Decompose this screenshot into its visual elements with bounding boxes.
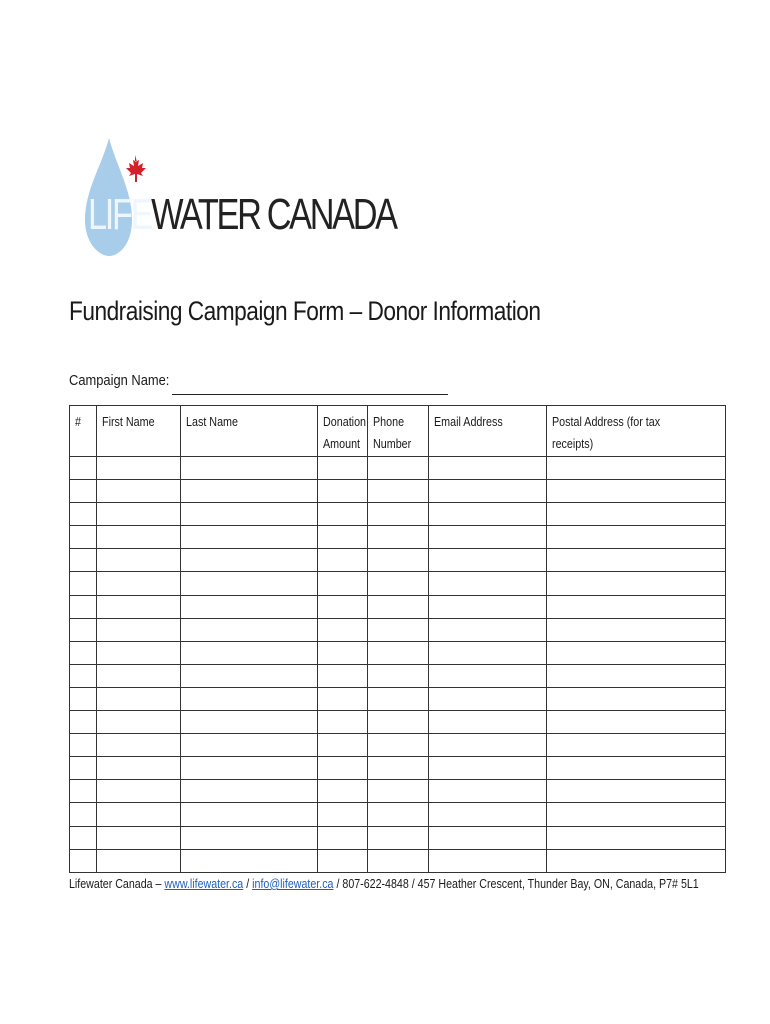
table-cell[interactable] xyxy=(368,687,429,710)
table-cell[interactable] xyxy=(97,480,181,503)
table-cell[interactable] xyxy=(97,757,181,780)
col-header-email-address: Email Address xyxy=(429,406,547,457)
table-row xyxy=(70,826,726,849)
table-cell[interactable] xyxy=(547,526,726,549)
table-cell[interactable] xyxy=(429,457,547,480)
table-cell[interactable] xyxy=(70,664,97,687)
table-row xyxy=(70,549,726,572)
table-cell[interactable] xyxy=(97,803,181,826)
table-cell[interactable] xyxy=(318,549,368,572)
table-cell[interactable] xyxy=(97,595,181,618)
table-cell[interactable] xyxy=(429,480,547,503)
table-cell[interactable] xyxy=(70,572,97,595)
table-cell[interactable] xyxy=(547,734,726,757)
col-header-number: # xyxy=(70,406,97,457)
table-cell[interactable] xyxy=(368,849,429,872)
logo-word-water-canada: WATER CANADA xyxy=(151,190,396,239)
table-cell[interactable] xyxy=(70,734,97,757)
table-cell[interactable] xyxy=(429,664,547,687)
table-cell[interactable] xyxy=(429,618,547,641)
table-cell[interactable] xyxy=(70,618,97,641)
logo-word-life: LIFE xyxy=(88,190,152,239)
table-cell[interactable] xyxy=(368,641,429,664)
table-cell[interactable] xyxy=(70,849,97,872)
logo-text xyxy=(88,190,396,239)
table-row xyxy=(70,711,726,734)
table-row xyxy=(70,526,726,549)
table-cell[interactable] xyxy=(70,803,97,826)
table-cell[interactable] xyxy=(368,711,429,734)
table-cell[interactable] xyxy=(547,572,726,595)
table-cell[interactable] xyxy=(70,687,97,710)
table-row xyxy=(70,480,726,503)
table-cell[interactable] xyxy=(181,849,318,872)
footer-sep: / xyxy=(246,876,250,891)
table-cell[interactable] xyxy=(368,803,429,826)
table-row xyxy=(70,849,726,872)
table-cell[interactable] xyxy=(318,803,368,826)
table-cell[interactable] xyxy=(70,457,97,480)
table-cell[interactable] xyxy=(97,687,181,710)
campaign-name-label: Campaign Name: xyxy=(69,372,170,389)
table-cell[interactable] xyxy=(547,757,726,780)
table-cell[interactable] xyxy=(70,595,97,618)
table-cell[interactable] xyxy=(70,641,97,664)
table-cell[interactable] xyxy=(181,641,318,664)
table-cell[interactable] xyxy=(181,503,318,526)
table-cell[interactable] xyxy=(70,780,97,803)
table-cell[interactable] xyxy=(368,549,429,572)
table-cell[interactable] xyxy=(368,757,429,780)
table-cell[interactable] xyxy=(318,711,368,734)
col-header-last-name: Last Name xyxy=(181,406,318,457)
table-row xyxy=(70,457,726,480)
col-header-first-name: First Name xyxy=(97,406,181,457)
table-cell[interactable] xyxy=(318,664,368,687)
campaign-name-field[interactable] xyxy=(172,394,448,395)
table-cell[interactable] xyxy=(181,780,318,803)
table-cell[interactable] xyxy=(318,526,368,549)
table-cell[interactable] xyxy=(368,480,429,503)
table-cell[interactable] xyxy=(181,595,318,618)
table-cell[interactable] xyxy=(429,711,547,734)
table-cell[interactable] xyxy=(97,849,181,872)
footer-org: Lifewater Canada – xyxy=(69,876,162,891)
table-cell[interactable] xyxy=(547,803,726,826)
table-cell[interactable] xyxy=(97,549,181,572)
table-cell[interactable] xyxy=(318,595,368,618)
table-cell[interactable] xyxy=(97,664,181,687)
table-cell[interactable] xyxy=(429,826,547,849)
table-row xyxy=(70,687,726,710)
table-cell[interactable] xyxy=(97,572,181,595)
table-cell[interactable] xyxy=(547,711,726,734)
table-cell[interactable] xyxy=(368,664,429,687)
lifewater-logo xyxy=(82,135,396,260)
table-cell[interactable] xyxy=(429,641,547,664)
table-cell[interactable] xyxy=(547,826,726,849)
table-cell[interactable] xyxy=(70,549,97,572)
table-row xyxy=(70,757,726,780)
table-cell[interactable] xyxy=(429,849,547,872)
table-cell[interactable] xyxy=(181,687,318,710)
table-row xyxy=(70,641,726,664)
table-row xyxy=(70,664,726,687)
table-cell[interactable] xyxy=(181,480,318,503)
table-cell[interactable] xyxy=(547,780,726,803)
table-cell[interactable] xyxy=(70,757,97,780)
table-row xyxy=(70,780,726,803)
table-cell[interactable] xyxy=(318,826,368,849)
table-cell[interactable] xyxy=(181,526,318,549)
table-cell[interactable] xyxy=(70,503,97,526)
table-cell[interactable] xyxy=(368,457,429,480)
table-cell[interactable] xyxy=(97,526,181,549)
footer-contact: / 807-622-4848 / 457 Heather Crescent, Thunder Bay, ON, Canada, P7# 5L1 xyxy=(336,876,699,891)
table-cell[interactable] xyxy=(318,780,368,803)
table-row xyxy=(70,503,726,526)
col-header-phone-number: Phone Number xyxy=(368,406,429,457)
table-cell[interactable] xyxy=(70,480,97,503)
table-cell[interactable] xyxy=(547,618,726,641)
table-cell[interactable] xyxy=(368,826,429,849)
table-cell[interactable] xyxy=(70,711,97,734)
table-cell[interactable] xyxy=(547,687,726,710)
table-cell[interactable] xyxy=(318,572,368,595)
table-cell[interactable] xyxy=(547,641,726,664)
table-cell[interactable] xyxy=(318,757,368,780)
email-link[interactable]: info@lifewater.ca xyxy=(252,876,334,891)
table-cell[interactable] xyxy=(318,687,368,710)
table-cell[interactable] xyxy=(547,849,726,872)
table-cell[interactable] xyxy=(429,595,547,618)
page-title: Fundraising Campaign Form – Donor Information xyxy=(69,296,541,326)
footer xyxy=(69,876,699,891)
table-cell[interactable] xyxy=(429,687,547,710)
table-cell[interactable] xyxy=(181,457,318,480)
table-cell[interactable] xyxy=(181,664,318,687)
table-cell[interactable] xyxy=(429,780,547,803)
table-cell[interactable] xyxy=(97,826,181,849)
table-cell[interactable] xyxy=(181,618,318,641)
table-cell[interactable] xyxy=(97,503,181,526)
table-row xyxy=(70,734,726,757)
table-cell[interactable] xyxy=(547,503,726,526)
table-cell[interactable] xyxy=(181,572,318,595)
table-cell[interactable] xyxy=(70,526,97,549)
table-cell[interactable] xyxy=(318,641,368,664)
table-cell[interactable] xyxy=(429,549,547,572)
table-cell[interactable] xyxy=(181,803,318,826)
website-link[interactable]: www.lifewater.ca xyxy=(164,876,244,891)
table-row xyxy=(70,572,726,595)
table-cell[interactable] xyxy=(97,641,181,664)
table-header-row xyxy=(70,406,726,457)
table-cell[interactable] xyxy=(429,526,547,549)
table-row xyxy=(70,618,726,641)
table-cell[interactable] xyxy=(429,734,547,757)
table-cell[interactable] xyxy=(70,826,97,849)
table-cell[interactable] xyxy=(368,618,429,641)
table-cell[interactable] xyxy=(429,757,547,780)
table-cell[interactable] xyxy=(181,757,318,780)
table-cell[interactable] xyxy=(97,734,181,757)
table-cell[interactable] xyxy=(97,780,181,803)
table-cell[interactable] xyxy=(181,826,318,849)
table-cell[interactable] xyxy=(318,480,368,503)
maple-leaf-icon xyxy=(126,155,146,182)
table-cell[interactable] xyxy=(318,734,368,757)
col-header-postal-address: Postal Address (for tax receipts) xyxy=(547,406,726,457)
table-cell[interactable] xyxy=(547,549,726,572)
table-cell[interactable] xyxy=(97,618,181,641)
table-cell[interactable] xyxy=(368,503,429,526)
table-cell[interactable] xyxy=(368,572,429,595)
table-cell[interactable] xyxy=(368,780,429,803)
table-cell[interactable] xyxy=(318,618,368,641)
table-row xyxy=(70,595,726,618)
table-cell[interactable] xyxy=(368,595,429,618)
table-cell[interactable] xyxy=(97,457,181,480)
table-cell[interactable] xyxy=(429,572,547,595)
col-header-donation-amount: Donation Amount xyxy=(318,406,368,457)
table-cell[interactable] xyxy=(318,503,368,526)
table-cell[interactable] xyxy=(368,734,429,757)
table-cell[interactable] xyxy=(181,711,318,734)
table-row xyxy=(70,803,726,826)
table-cell[interactable] xyxy=(547,664,726,687)
donor-table xyxy=(69,405,726,873)
table-cell[interactable] xyxy=(97,711,181,734)
table-cell[interactable] xyxy=(181,734,318,757)
table-cell[interactable] xyxy=(318,849,368,872)
table-cell[interactable] xyxy=(429,803,547,826)
table-cell[interactable] xyxy=(547,457,726,480)
table-cell[interactable] xyxy=(547,595,726,618)
table-cell[interactable] xyxy=(368,526,429,549)
table-cell[interactable] xyxy=(547,480,726,503)
table-cell[interactable] xyxy=(318,457,368,480)
table-cell[interactable] xyxy=(429,503,547,526)
table-cell[interactable] xyxy=(181,549,318,572)
